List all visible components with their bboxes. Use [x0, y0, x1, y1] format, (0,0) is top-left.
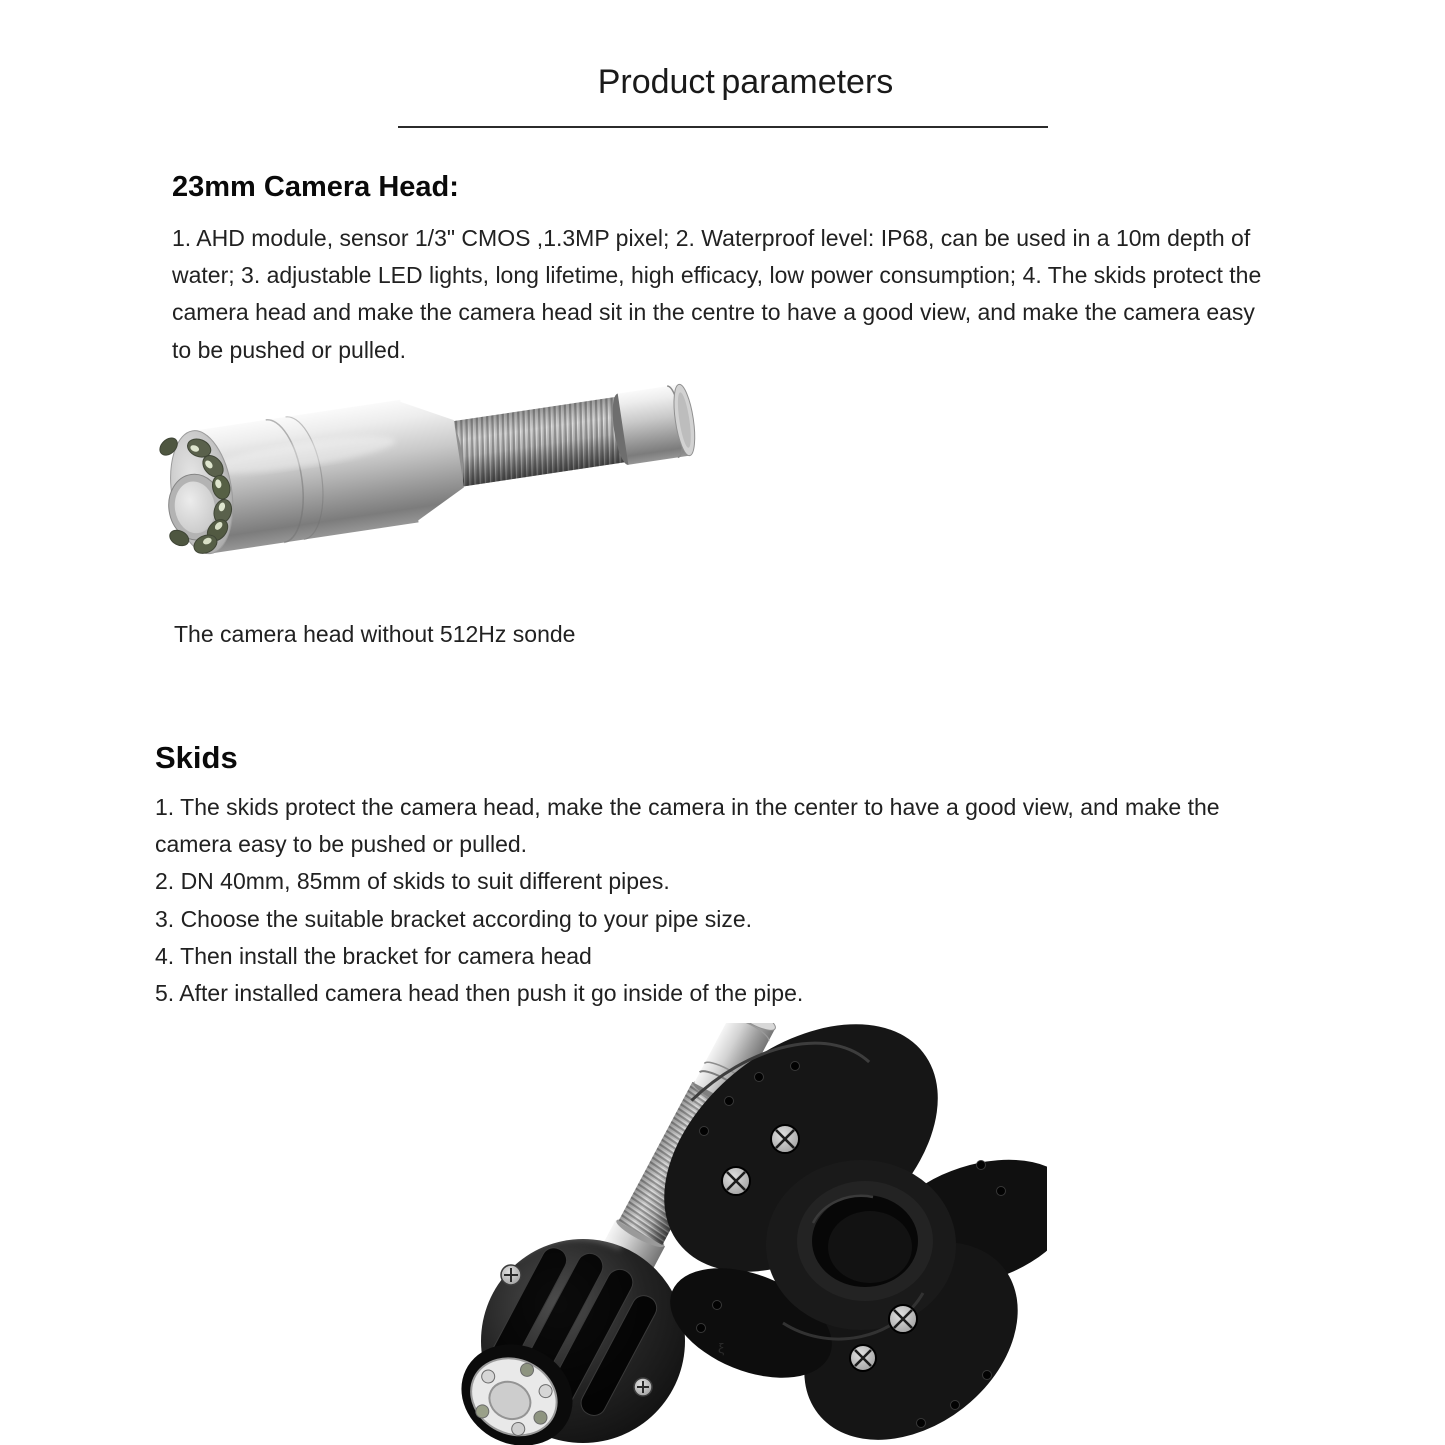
skid-bracket-photo: [433, 1023, 1047, 1445]
camera-head-photo: [156, 374, 700, 610]
list-item: 3. Choose the suitable bracket according to your pipe size.: [155, 905, 753, 932]
ball-skid: [444, 1233, 685, 1445]
rear-connector: [609, 383, 699, 466]
stray-mark: ξ: [718, 1340, 725, 1356]
bracket-screw: [722, 1167, 750, 1195]
skids-list: [155, 789, 1220, 1012]
camera-head-heading: 23mm Camera Head:: [172, 171, 459, 203]
skid-bracket: [617, 1023, 1047, 1445]
camera-spring: [443, 396, 630, 488]
bracket-screw: [850, 1345, 876, 1371]
list-item: 1. The skids protect the camera head, make the camera in the center to have a good view, and make the: [155, 794, 1220, 820]
page-title: Product parameters: [597, 63, 894, 101]
ball-screw: [501, 1265, 521, 1285]
bracket-screw: [771, 1125, 799, 1153]
bracket-screw: [889, 1305, 917, 1333]
paragraph-line: camera head and make the camera head sit in the centre to have a good view, and make the camera easy: [172, 299, 1255, 326]
list-item: 4. Then install the bracket for camera head: [155, 942, 592, 969]
list-item: camera easy to be pushed or pulled.: [155, 831, 528, 858]
camera-head-caption: The camera head without 512Hz sonde: [174, 621, 576, 647]
bracket-hub: [797, 1181, 933, 1301]
paragraph-line: to be pushed or pulled.: [172, 336, 407, 363]
list-item: 2. DN 40mm, 85mm of skids to suit different pipes.: [155, 868, 670, 895]
camera-head-assembly: [156, 374, 700, 561]
skids-heading: Skids: [155, 740, 238, 775]
paragraph-line: 1. AHD module, sensor 1/3" CMOS ,1.3MP pixel; 2. Waterproof level: IP68, can be used in a 10m depth of: [172, 225, 1251, 251]
paragraph-line: water; 3. adjustable LED lights, long lifetime, high efficacy, low power consumption; 4. The skids protect the: [172, 262, 1262, 289]
title-underline: [398, 126, 1048, 128]
camera-head-paragraph: [172, 220, 1261, 369]
list-item: 5. After installed camera head then push it go inside of the pipe.: [155, 980, 804, 1007]
ball-screw: [634, 1378, 652, 1396]
